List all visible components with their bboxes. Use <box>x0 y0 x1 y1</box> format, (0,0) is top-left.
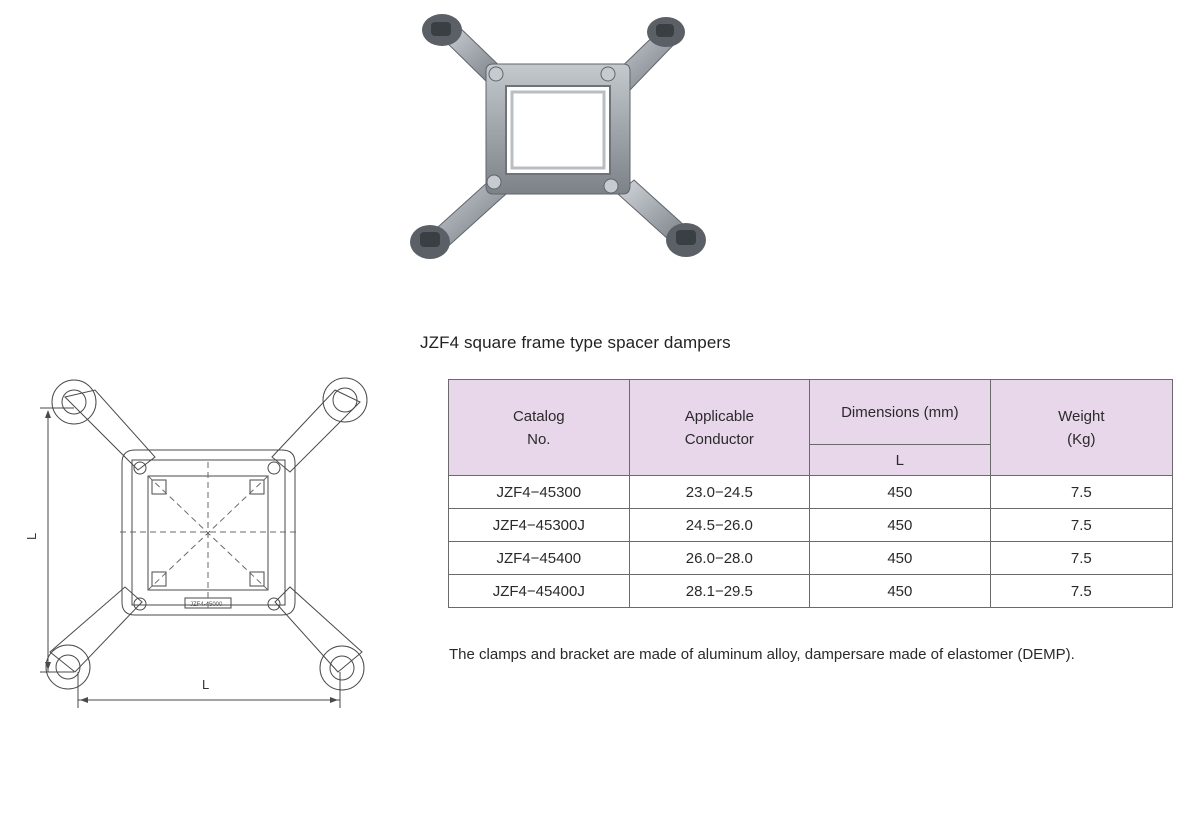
cell-conductor: 28.1−29.5 <box>629 575 809 608</box>
header-conductor <box>629 380 809 476</box>
header-weight-line1: Weight <box>1058 407 1105 425</box>
cell-weight: 7.5 <box>990 575 1172 608</box>
specification-table <box>448 379 1173 608</box>
table-row <box>449 509 1173 542</box>
cell-catalog: JZF4−45400J <box>449 575 630 608</box>
cell-catalog: JZF4−45400 <box>449 542 630 575</box>
material-note: The clamps and bracket are made of aluminum alloy, dampersare made of elastomer (DEMP). <box>449 646 1075 663</box>
technical-drawing <box>20 372 390 717</box>
product-caption: JZF4 square frame type spacer dampers <box>420 333 731 352</box>
header-weight <box>990 380 1172 476</box>
header-conductor-line2: Conductor <box>684 430 754 448</box>
cell-length: 450 <box>810 542 991 575</box>
header-weight-line2: (Kg) <box>1067 430 1096 448</box>
cell-conductor: 24.5−26.0 <box>629 509 809 542</box>
frame-plate-label: JZF4-45000 <box>190 602 223 608</box>
cell-weight: 7.5 <box>990 542 1172 575</box>
table-row <box>449 542 1173 575</box>
header-conductor-line1: Applicable <box>684 407 754 425</box>
product-photo <box>398 4 758 314</box>
header-catalog-line1: Catalog <box>512 407 565 425</box>
cell-conductor: 23.0−24.5 <box>629 476 809 509</box>
dimension-label-horizontal: L <box>202 677 210 692</box>
header-catalog <box>449 380 630 476</box>
cell-weight: 7.5 <box>990 509 1172 542</box>
table-row <box>449 575 1173 608</box>
dimension-label-vertical: L <box>24 532 39 540</box>
cell-conductor: 26.0−28.0 <box>629 542 809 575</box>
cell-length: 450 <box>810 509 991 542</box>
square-frame <box>486 64 630 194</box>
header-dimensions: Dimensions (mm) <box>810 380 991 445</box>
cell-length: 450 <box>810 476 991 509</box>
cell-catalog: JZF4−45300 <box>449 476 630 509</box>
drawing-arms <box>50 390 362 672</box>
header-catalog-line2: No. <box>527 430 551 448</box>
cell-length: 450 <box>810 575 991 608</box>
table-row <box>449 476 1173 509</box>
cell-catalog: JZF4−45300J <box>449 509 630 542</box>
cell-weight: 7.5 <box>990 476 1172 509</box>
header-dimension-l: L <box>810 445 991 476</box>
